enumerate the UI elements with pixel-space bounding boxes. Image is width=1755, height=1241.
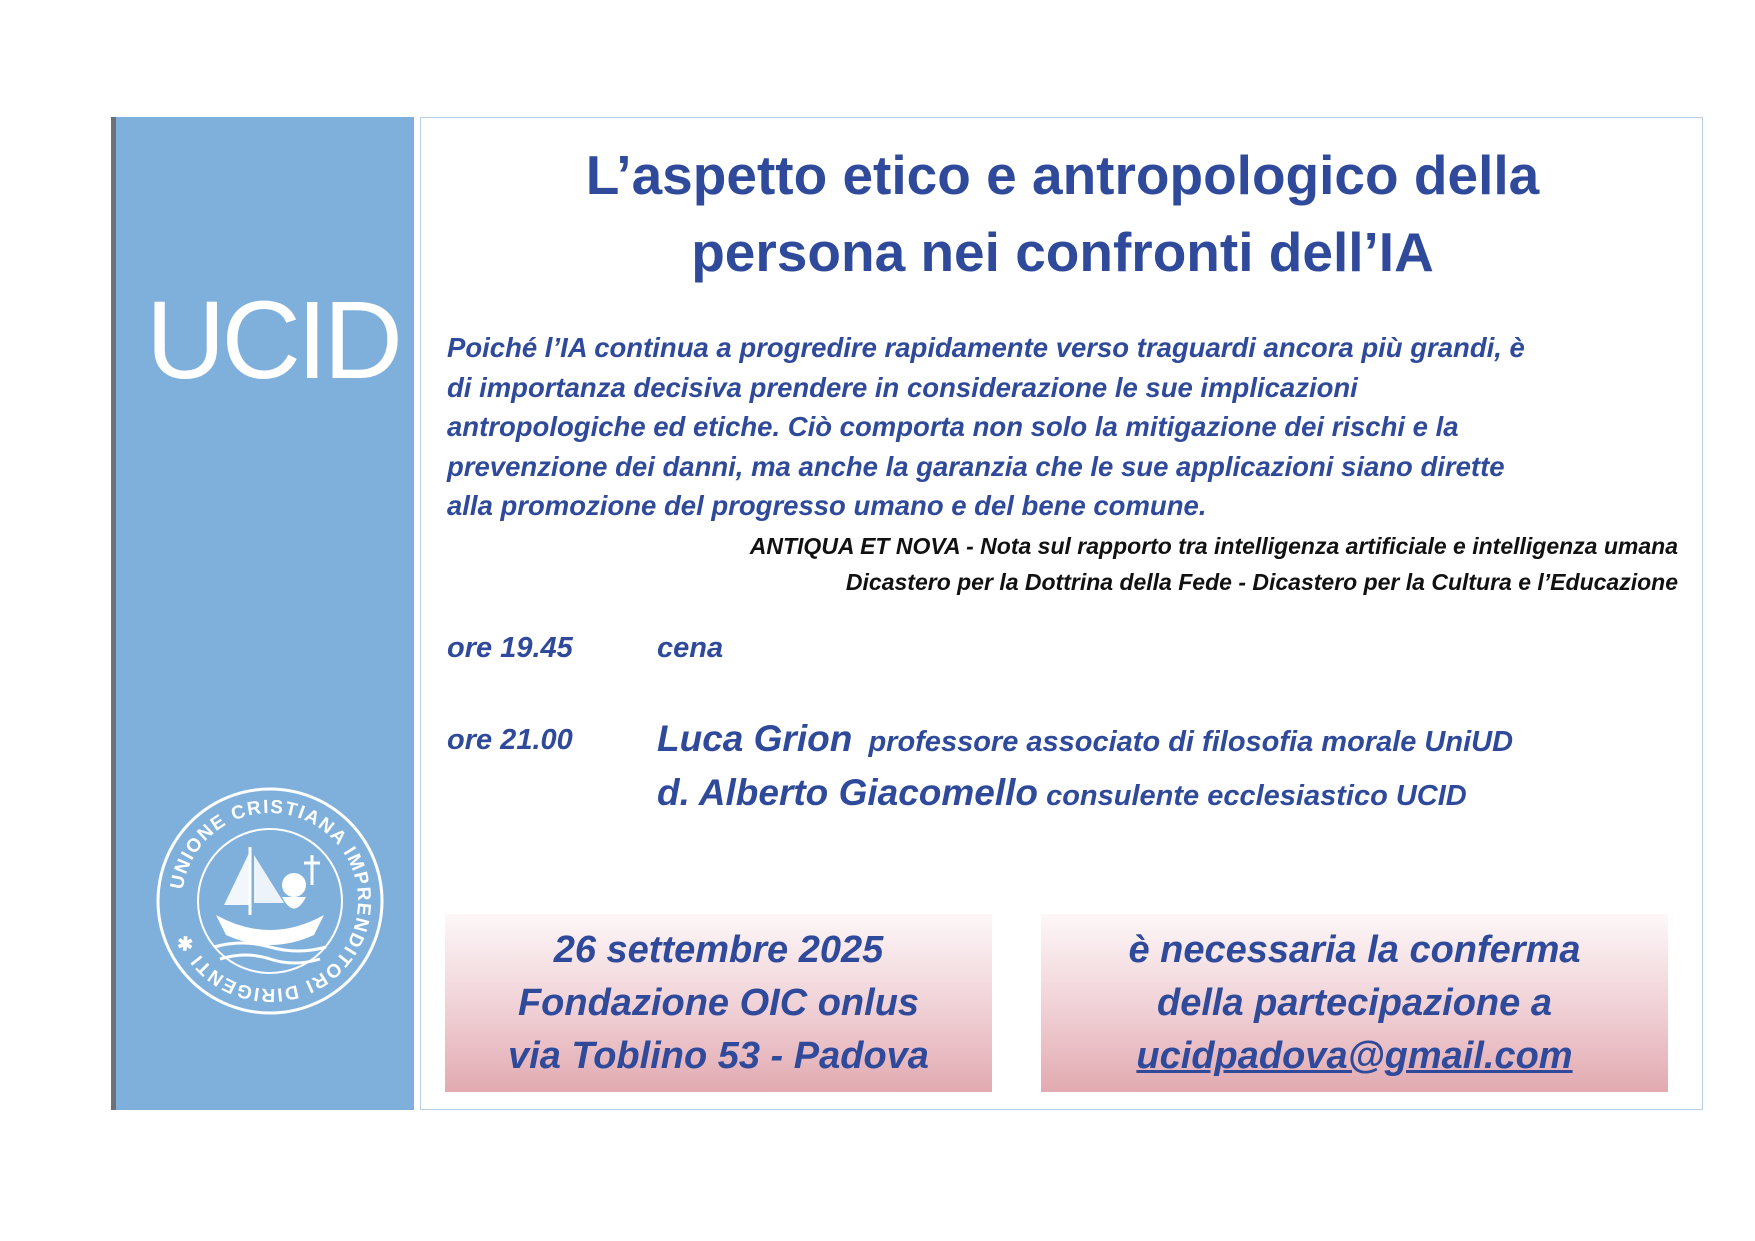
speaker-role: professore associato di filosofia morale UniUD	[868, 726, 1514, 758]
page-title	[440, 137, 1685, 291]
source-line-1: ANTIQUA ET NOVA - Nota sul rapporto tra intelligenza artificiale e intelligenza umana	[749, 533, 1678, 559]
speaker-name: d. Alberto Giacomello	[657, 772, 1039, 813]
rsvp-email-link[interactable]: ucidpadova@gmail.com	[1136, 1035, 1573, 1077]
title-line-1: L’aspetto etico e antropologico della	[585, 144, 1540, 206]
quote-line: alla promozione del progresso umano e del bene comune.	[447, 490, 1207, 521]
schedule-time: ore 19.45	[447, 632, 573, 664]
rsvp-box	[1041, 914, 1668, 1092]
quote-line: prevenzione dei danni, ma anche la garanzia che le sue applicazioni siano dirette	[447, 450, 1505, 482]
sidebar-banner	[111, 117, 414, 1110]
ucid-logo: UCID	[146, 279, 399, 402]
rsvp-line-1: è necessaria la conferma	[1128, 929, 1581, 971]
event-date: 26 settembre 2025	[553, 929, 884, 971]
rsvp-line-2: della partecipazione a	[1157, 982, 1552, 1024]
speaker-1	[657, 718, 1513, 760]
title-line-2: persona nei confronti dell’IA	[691, 221, 1434, 283]
quote-block	[447, 328, 1687, 526]
schedule-activity: cena	[657, 632, 724, 664]
quote-line: di importanza decisiva prendere in considerazione le sue implicazioni	[447, 371, 1358, 403]
ucid-seal-icon	[154, 785, 386, 1017]
event-venue: Fondazione OIC onlus	[517, 982, 920, 1024]
svg-text:UNIONE CRISTIANA IMPRENDITORI: UNIONE CRISTIANA IMPRENDITORI DIRIGENTI ✱	[166, 796, 375, 1006]
speaker-role: consulente ecclesiastico UCID	[1046, 780, 1467, 812]
speaker-name: Luca Grion	[657, 718, 853, 759]
speaker-2	[657, 772, 1467, 814]
quote-line: Poiché l’IA continua a progredire rapidamente verso traguardi ancora più grandi, è	[447, 332, 1525, 363]
quote-line: antropologiche ed etiche. Ciò comporta non solo la mitigazione dei rischi e la	[447, 411, 1459, 442]
event-info-box	[445, 914, 992, 1092]
event-address: via Toblino 53 - Padova	[508, 1035, 929, 1077]
source-line-2: Dicastero per la Dottrina della Fede - Dicastero per la Cultura e l’Educazione	[845, 569, 1678, 595]
quote-source	[438, 528, 1678, 600]
schedule-time: ore 21.00	[447, 724, 573, 756]
